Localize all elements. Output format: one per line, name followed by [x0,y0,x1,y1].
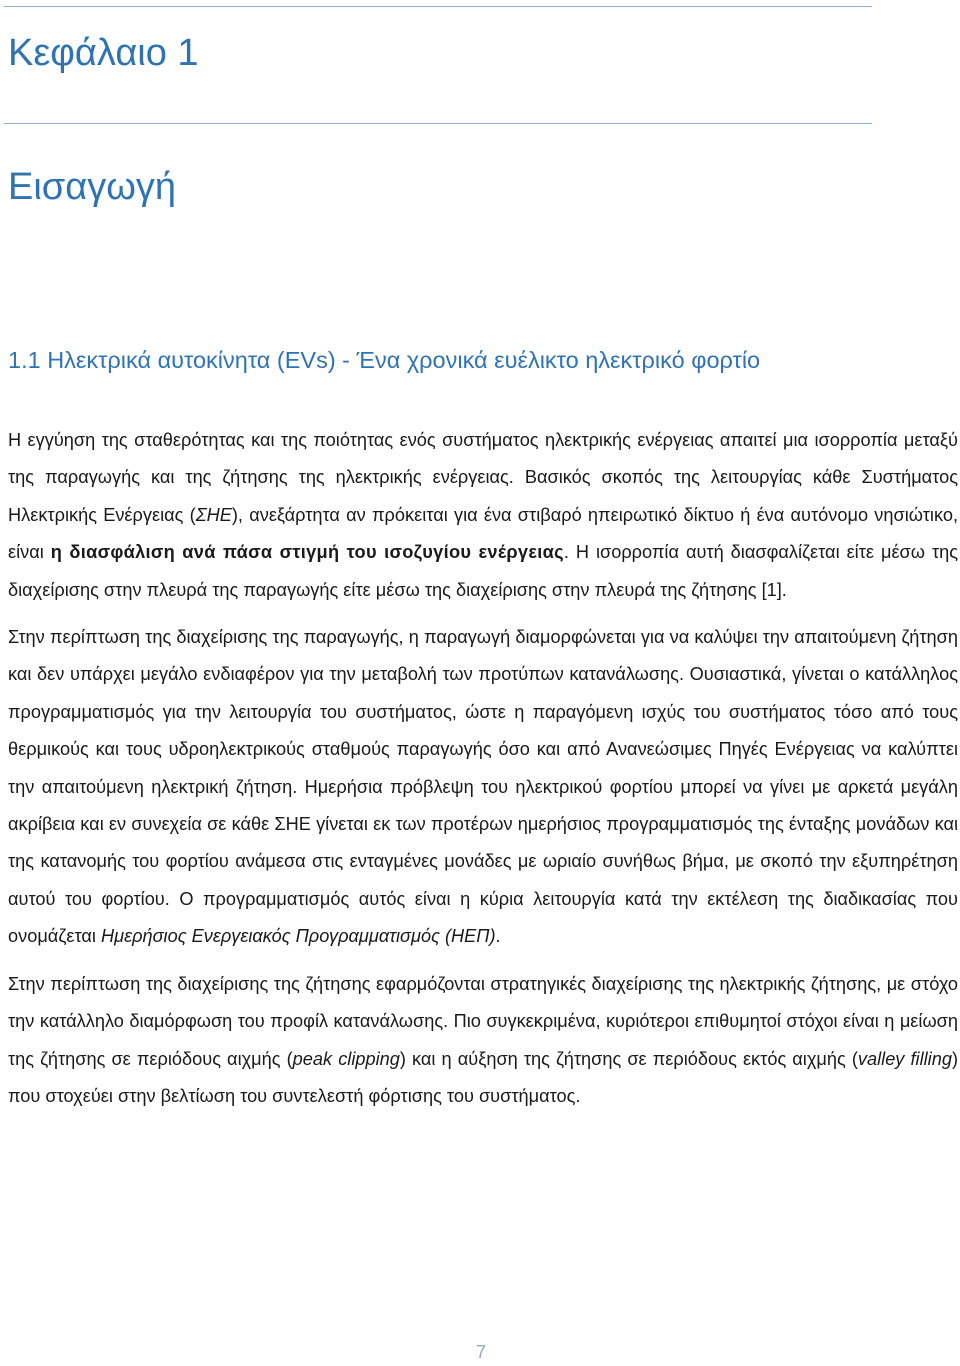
p2-text-2: . [495,926,501,947]
p3-text-1: Στην περίπτωση της διαχείρισης της ζήτησης εφαρμόζονται στρατηγικές διαχείρισης της ηλεκτρικής ζήτησης, με στόχο την κατάλληλο διαμόρφωση του προφίλ κατανάλωσης. Πιο συγκεκριμένα, κυριότεροι επιθυμητοί στόχοι είναι η μείωση της ζήτησης σε περιόδους αιχμής ( [8,973,958,1069]
chapter-rule [4,123,872,124]
p2-italic-hep: Ημερήσιος Ενεργειακός Προγραμματισμός (ΗΕΠ) [100,926,496,947]
section-title: 1.1 Ηλεκτρικά αυτοκίνητα (EVs) - Ένα χρονικά ευέλικτο ηλεκτρικό φορτίο [8,347,761,373]
p1-text-2: ), ανεξάρτητα αν πρόκειται για ένα στιβαρό ηπειρωτικό δίκτυο ή ένα αυτόνομο νησιώτικο, είναι [8,504,958,563]
chapter-title: Κεφάλαιο 1 [8,32,199,74]
p3-italic-valley-filling: valley filling [857,1048,952,1069]
p1-text-1: Η εγγύηση της σταθερότητας και της ποιότητας ενός συστήματος ηλεκτρικής ενέργειας απαιτεί μια ισορροπία μεταξύ της παραγωγής και της ζήτησης της ηλεκτρικής ενέργειας. Βασικός σκοπός της λειτουργίας κάθε Συστήματος Ηλεκτρικής Ενέργειας ( [8,430,958,525]
p1-bold-emphasis: η διασφάλιση ανά πάσα στιγμή του ισοζυγίου ενέργειας [50,542,564,563]
top-rule [4,6,872,7]
p1-italic-she: ΣΗΕ [195,504,232,525]
p3-italic-peak-clipping: peak clipping [292,1048,400,1069]
page-number: 7 [476,1342,487,1362]
paragraph-3 [8,966,958,1116]
intro-title: Εισαγωγή [8,166,177,208]
p2-text-1: Στην περίπτωση της διαχείρισης της παραγωγής, η παραγωγή διαμορφώνεται για να καλύψει την απαιτούμενη ζήτηση και δεν υπάρχει μεγάλο ενδιαφέρον για την μεταβολή των προτύπων κατανάλωσης. Ουσιαστικά, γίνεται ο κατάλληλος προγραμματισμός για την λειτουργία του συστήματος, ώστε η παραγόμενη ισχύς του συστήματος τόσο από τους θερμικούς και τους υδροηλεκτρικούς σταθμούς παραγωγής όσο και από Ανανεώσιμες Πηγές Ενέργειας να καλύπτει την απαιτούμενη ηλεκτρική ζήτηση. Ημερήσια πρόβλεψη του ηλεκτρικού φορτίου μπορεί να γίνει με αρκετά μεγάλη ακρίβεια και εν συνεχεία σε κάθε ΣΗΕ γίνεται εκ των προτέρων ημερήσιος προγραμματισμός της ένταξης μονάδων και της κατανομής του φορτίου ανάμεσα στις ενταγμένες μονάδες με ωριαίο συνήθως βήμα, με σκοπό την εξυπηρέτηση αυτού του φορτίου. Ο προγραμματισμός αυτός είναι η κύρια λειτουργία κατά την εκτέλεση της διαδικασίας που ονομάζεται [8,627,958,947]
p3-text-3: ) που στοχεύει στην βελτίωση του συντελεστή φόρτισης του συστήματος. [8,1048,958,1106]
paragraph-1 [8,422,958,609]
p1-text-3: . Η ισορροπία αυτή διασφαλίζεται είτε μέσω της διαχείρισης στην πλευρά της παραγωγής είτε μέσω της διαχείρισης στην πλευρά της ζήτησης [1]. [8,542,959,600]
paragraph-2 [8,619,958,956]
p3-text-2: ) και η αύξηση της ζήτησης σε περιόδους εκτός αιχμής ( [399,1048,858,1069]
body-text [8,422,958,1125]
